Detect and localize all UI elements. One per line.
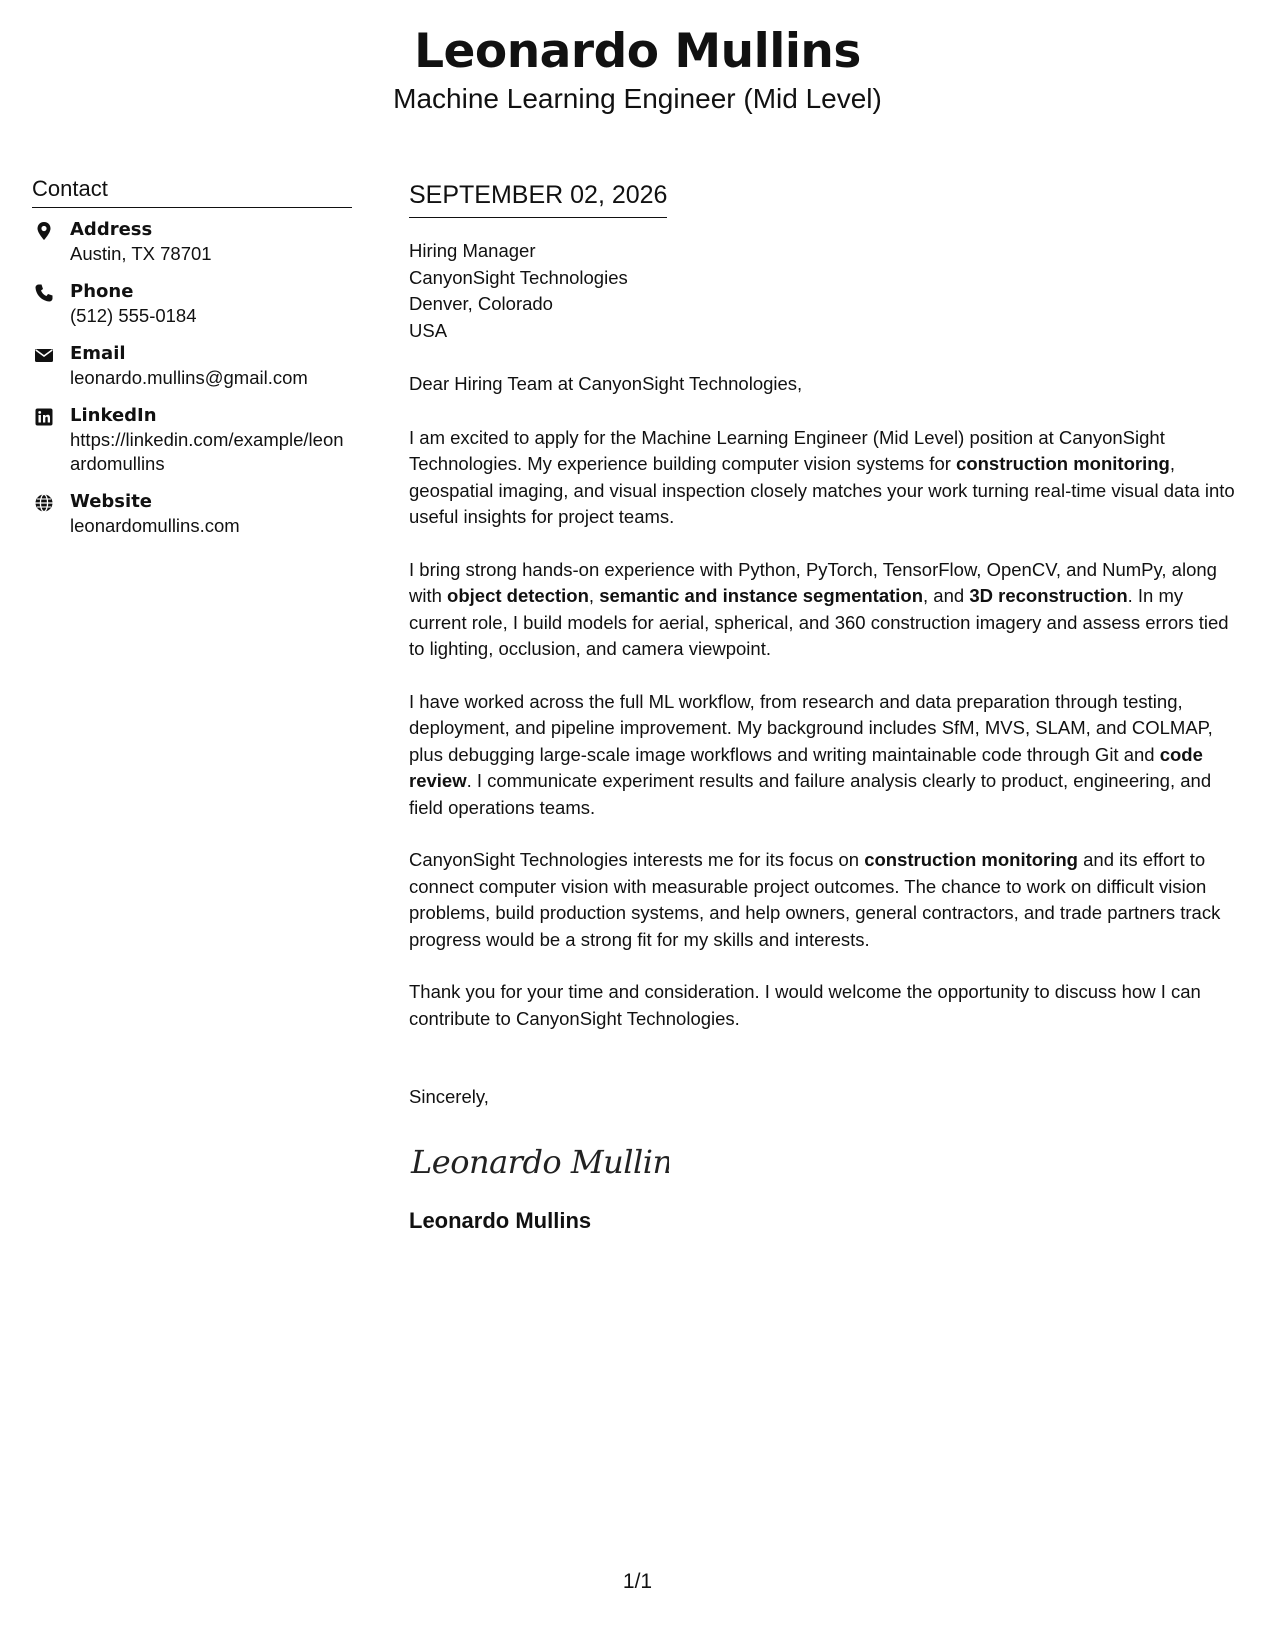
contact-value-phone: (512) 555-0184 xyxy=(70,305,197,326)
applicant-name: Leonardo Mullins xyxy=(414,24,861,79)
body-paragraph: CanyonSight Technologies interests me for its focus on construction monitoring and its effort to connect computer vision with measurable project outcomes. The chance to work on difficult vision problems, build production systems, and help owners, general contractors, and trade partners track progress would be a strong fit for my skills and interests. xyxy=(409,849,1221,950)
emphasized-phrase: code review xyxy=(409,743,1203,791)
recipient-line: Hiring Manager xyxy=(409,240,536,261)
contact-value-linkedin[interactable]: https://linkedin.com/example/leonardomullins xyxy=(70,429,344,474)
envelope-icon xyxy=(34,345,54,365)
emphasized-phrase: construction monitoring xyxy=(956,453,1170,474)
contact-heading: Contact xyxy=(32,175,352,208)
emphasized-phrase: object detection xyxy=(447,585,589,606)
signature-image xyxy=(409,1131,669,1191)
contact-label-address: Address xyxy=(70,219,153,240)
contact-label-email: Email xyxy=(70,343,126,364)
contact-label-website: Website xyxy=(70,491,153,512)
letter-body xyxy=(409,180,1239,1235)
salutation: Dear Hiring Team at CanyonSight Technologies, xyxy=(409,373,803,394)
closing: Sincerely, xyxy=(409,1086,489,1107)
globe-icon xyxy=(34,493,54,513)
emphasized-phrase: construction monitoring xyxy=(864,849,1078,870)
contact-item-linkedin xyxy=(32,404,352,476)
recipient-line: USA xyxy=(409,319,448,341)
handwritten-signature xyxy=(409,1131,1239,1191)
phone-icon xyxy=(34,283,54,303)
contact-value-address: Austin, TX 78701 xyxy=(70,243,212,264)
contact-item-website xyxy=(32,490,352,538)
body-paragraph: I bring strong hands-on experience with Python, PyTorch, TensorFlow, OpenCV, and NumPy, along with object detection, semantic and instance segmentation, and 3D reconstruction. In my current role, I build models for aerial, spherical, and 360 construction imagery and assess errors tied to lighting, occlusion, and camera viewpoint. xyxy=(409,558,1229,659)
letter-date: SEPTEMBER 02, 2026 xyxy=(409,180,667,218)
recipient-line: CanyonSight Technologies xyxy=(409,266,628,288)
contact-item-phone xyxy=(32,280,352,328)
contact-value-email[interactable]: leonardo.mullins@gmail.com xyxy=(70,367,308,388)
contact-item-email xyxy=(32,342,352,390)
applicant-title: Machine Learning Engineer (Mid Level) xyxy=(393,83,882,114)
page-number: 1/1 xyxy=(622,1570,653,1593)
body-paragraph: Thank you for your time and consideration. I would welcome the opportunity to discuss how I can contribute to CanyonSight Technologies. xyxy=(409,981,1201,1029)
recipient-block xyxy=(409,238,1239,344)
contact-label-phone: Phone xyxy=(70,281,134,302)
letter-header xyxy=(0,22,1275,116)
contact-item-address xyxy=(32,218,352,266)
contact-value-website[interactable]: leonardomullins.com xyxy=(70,515,240,536)
signature-text: Leonardo Mullins xyxy=(411,1142,669,1181)
recipient-line: Denver, Colorado xyxy=(409,293,553,314)
contact-label-linkedin: LinkedIn xyxy=(70,405,157,426)
signer-name: Leonardo Mullins xyxy=(409,1207,592,1233)
body-paragraph: I am excited to apply for the Machine Learning Engineer (Mid Level) position at CanyonSight Technologies. My experience building computer vision systems for construction monitoring, geospatial imaging, and visual inspection closely matches your work turning real-time visual data into useful insights for project teams. xyxy=(409,426,1235,527)
linkedin-icon xyxy=(34,407,54,427)
contact-sidebar xyxy=(32,175,352,552)
body-paragraph: I have worked across the full ML workflow, from research and data preparation through testing, deployment, and pipeline improvement. My background includes SfM, MVS, SLAM, and COLMAP, plus debugging large-scale image workflows and writing maintainable code through Git and code review. I communicate experiment results and failure analysis clearly to product, engineering, and field operations teams. xyxy=(409,690,1213,818)
location-pin-icon xyxy=(34,221,54,241)
emphasized-phrase: 3D reconstruction xyxy=(969,585,1128,606)
emphasized-phrase: semantic and instance segmentation xyxy=(599,585,924,606)
